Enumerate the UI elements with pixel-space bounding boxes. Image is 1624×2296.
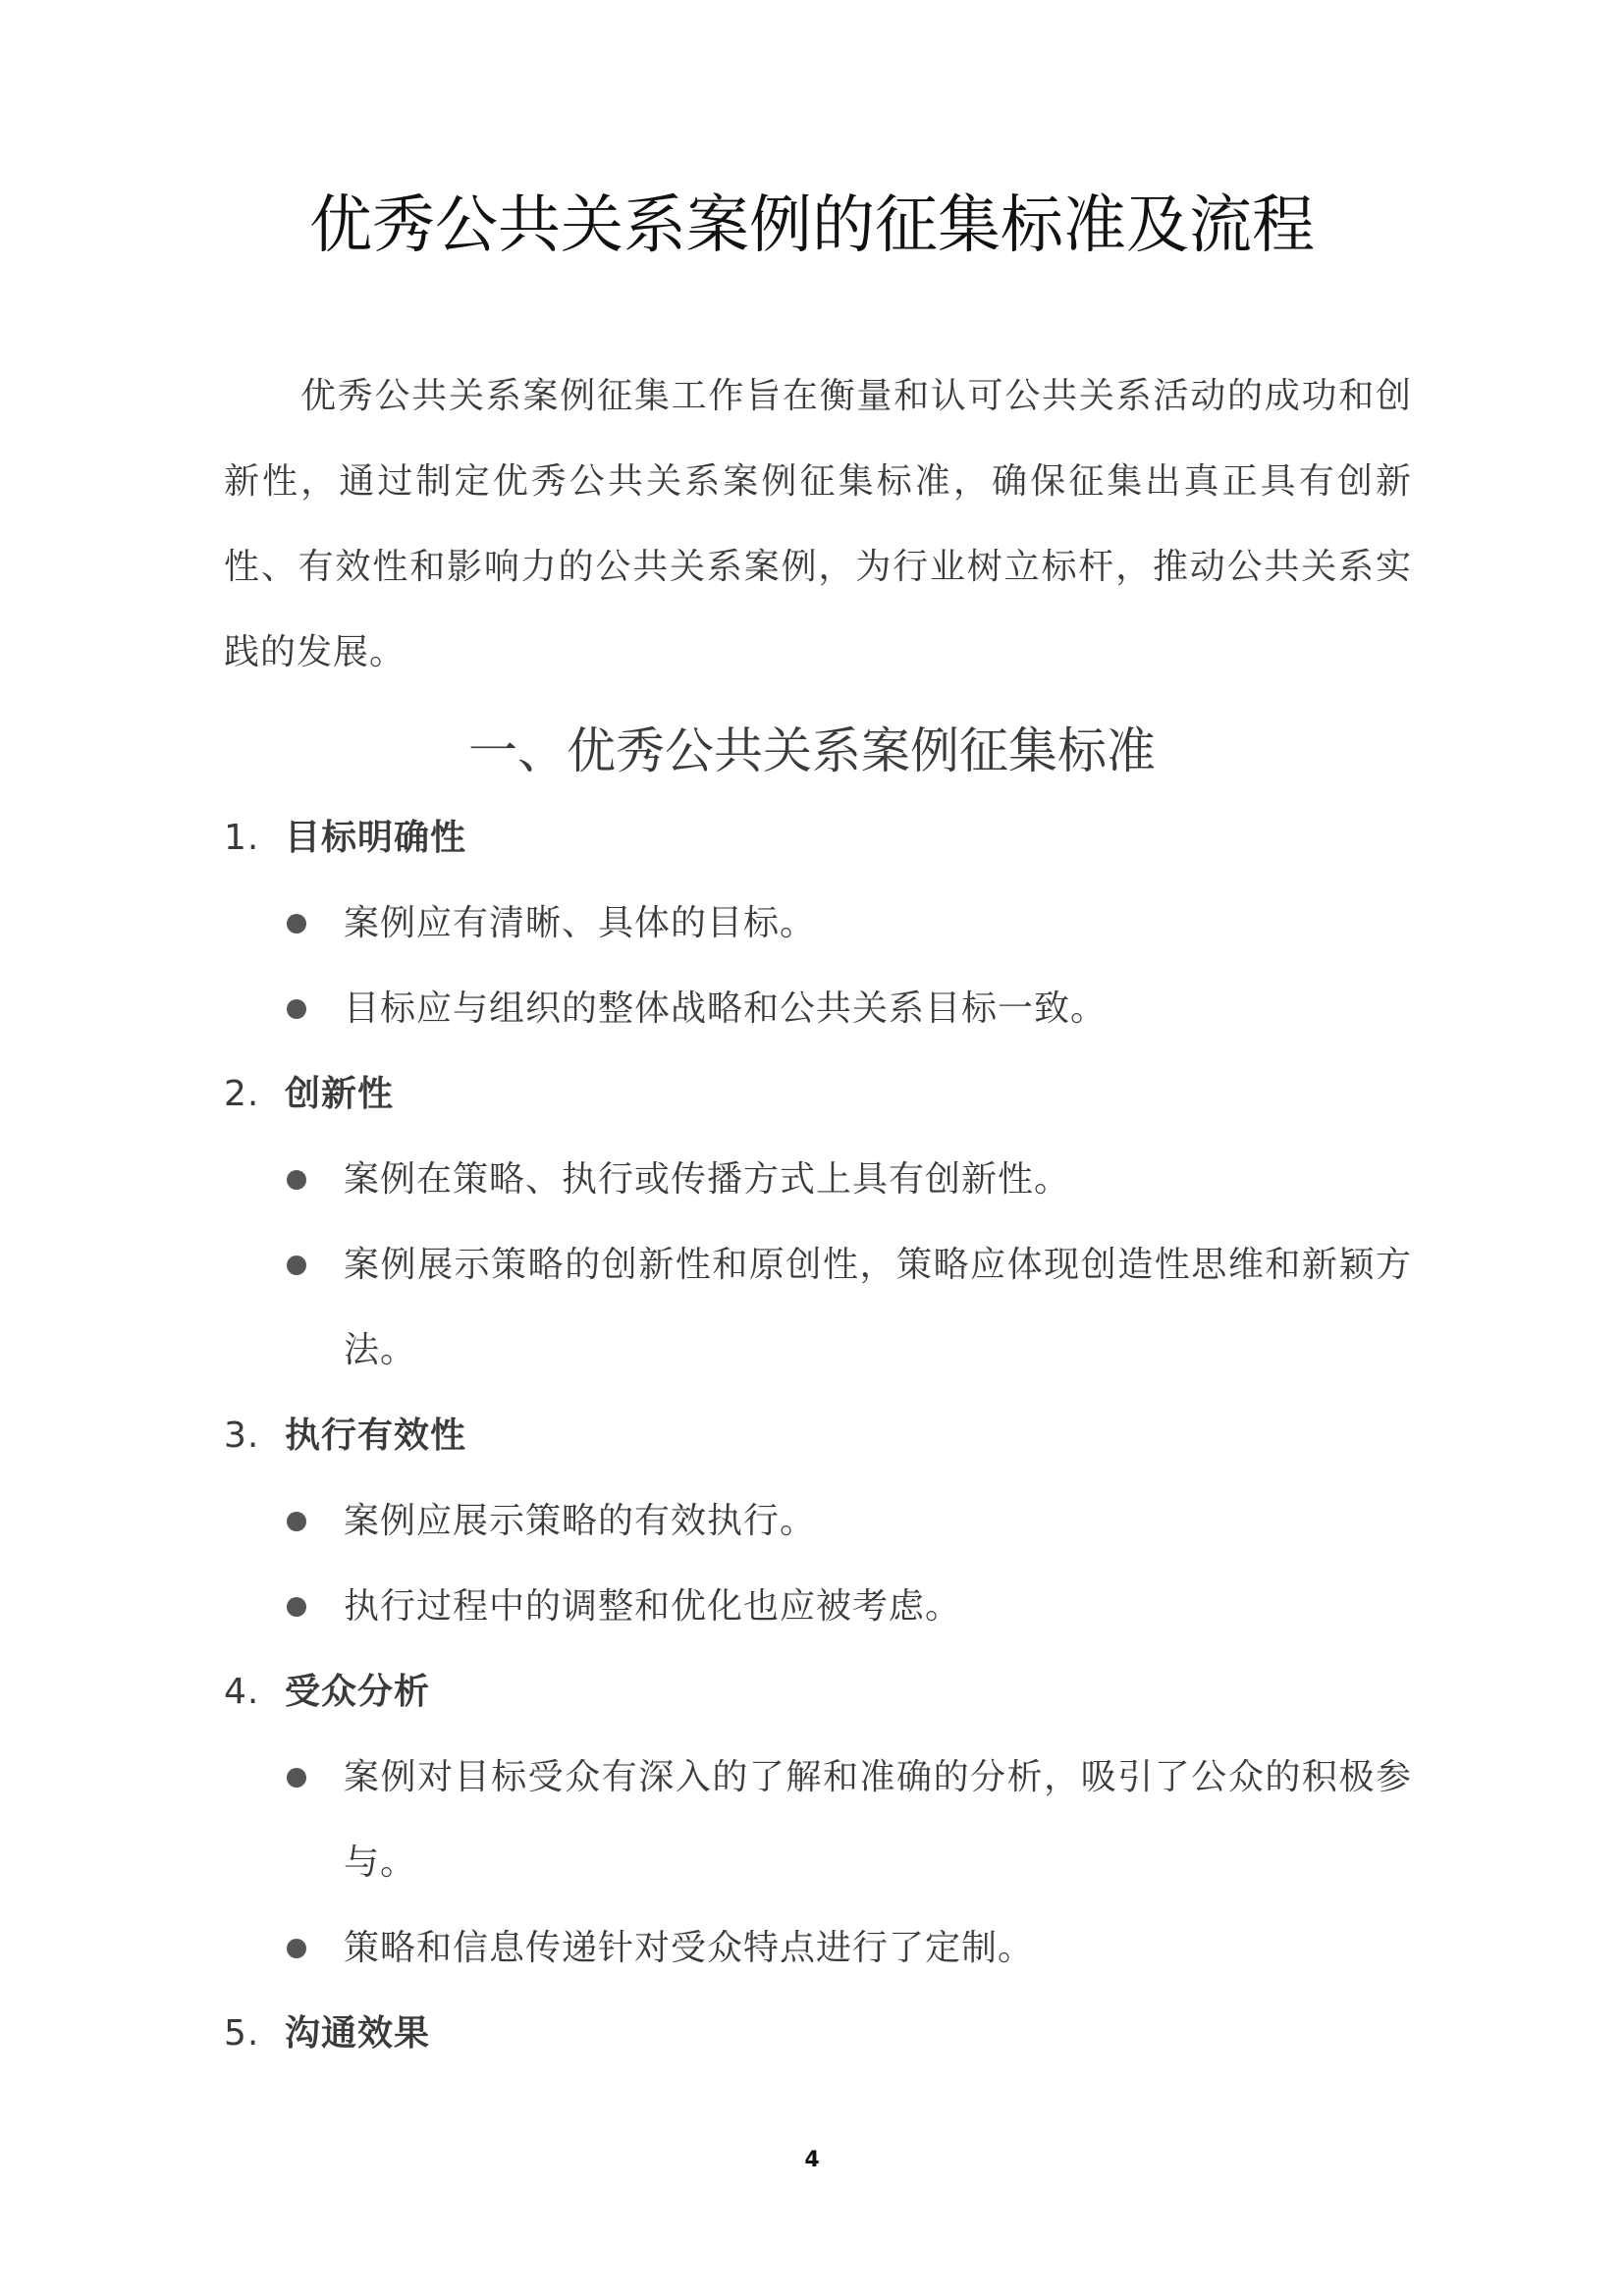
bullet-text: 案例在策略、执行或传播方式上具有创新性。	[344, 1159, 1071, 1200]
bullet-text: 执行过程中的调整和优化也应被考虑。	[344, 1586, 962, 1627]
criterion-label: 创新性	[285, 1074, 395, 1114]
bullet-dot-icon	[287, 1255, 306, 1275]
bullet-text: 案例应有清晰、具体的目标。	[344, 903, 817, 943]
section-heading: 一、优秀公共关系案例征集标准	[468, 722, 1156, 779]
criterion-number: 4.	[224, 1672, 260, 1712]
bullet-item	[224, 881, 1412, 966]
criterion-title	[224, 795, 1412, 881]
bullet-item	[224, 1478, 1412, 1564]
criterion-title	[224, 1051, 1412, 1137]
bullet-text: 案例应展示策略的有效执行。	[344, 1501, 817, 1541]
document-title: 优秀公共关系案例的征集标准及流程	[309, 189, 1315, 262]
criterion-1	[224, 795, 1412, 1051]
bullet-text: 目标应与组织的整体战略和公共关系目标一致。	[344, 988, 1108, 1029]
bullet-list	[224, 881, 1412, 1051]
bullet-item	[224, 1905, 1412, 1991]
page-number: 4	[804, 2148, 820, 2172]
criterion-title	[224, 1393, 1412, 1478]
bullet-list	[224, 1735, 1412, 1991]
bullet-dot-icon	[287, 1768, 306, 1788]
criterion-title	[224, 1991, 1412, 2076]
bullet-dot-icon	[287, 1170, 306, 1190]
criterion-number: 3.	[224, 1415, 260, 1456]
criterion-3	[224, 1393, 1412, 1649]
criterion-number: 2.	[224, 1074, 260, 1114]
criterion-number: 5.	[224, 2013, 260, 2054]
intro-paragraph: 优秀公共关系案例征集工作旨在衡量和认可公共关系活动的成功和创新性，通过制定优秀公共关系案例征集标准，确保征集出真正具有创新性、有效性和影响力的公共关系案例，为行业树立标杆，推动公共关系实践的发展。	[224, 376, 1412, 672]
bullet-list	[224, 1478, 1412, 1649]
bullet-dot-icon	[287, 1939, 306, 1958]
bullet-text: 策略和信息传递针对受众特点进行了定制。	[344, 1928, 1035, 1968]
criteria-list	[224, 795, 1412, 2076]
bullet-item	[224, 1564, 1412, 1649]
criterion-title	[224, 1649, 1412, 1735]
criterion-2	[224, 1051, 1412, 1393]
bullet-dot-icon	[287, 914, 306, 934]
criterion-label: 目标明确性	[285, 818, 467, 858]
bullet-item	[224, 966, 1412, 1051]
criterion-label: 受众分析	[285, 1672, 431, 1712]
bullet-text: 案例对目标受众有深入的了解和准确的分析，吸引了公众的积极参与。	[344, 1757, 1412, 1883]
bullet-dot-icon	[287, 999, 306, 1019]
criterion-5	[224, 1991, 1412, 2076]
bullet-item	[224, 1222, 1412, 1393]
bullet-text: 案例展示策略的创新性和原创性，策略应体现创造性思维和新颖方法。	[344, 1245, 1412, 1370]
criterion-4	[224, 1649, 1412, 1991]
criterion-number: 1.	[224, 818, 260, 858]
bullet-dot-icon	[287, 1597, 306, 1617]
bullet-item	[224, 1735, 1412, 1905]
bullet-list	[224, 1137, 1412, 1393]
criterion-label: 沟通效果	[285, 2013, 431, 2054]
bullet-dot-icon	[287, 1512, 306, 1531]
criterion-label: 执行有效性	[285, 1415, 467, 1456]
bullet-item	[224, 1137, 1412, 1222]
